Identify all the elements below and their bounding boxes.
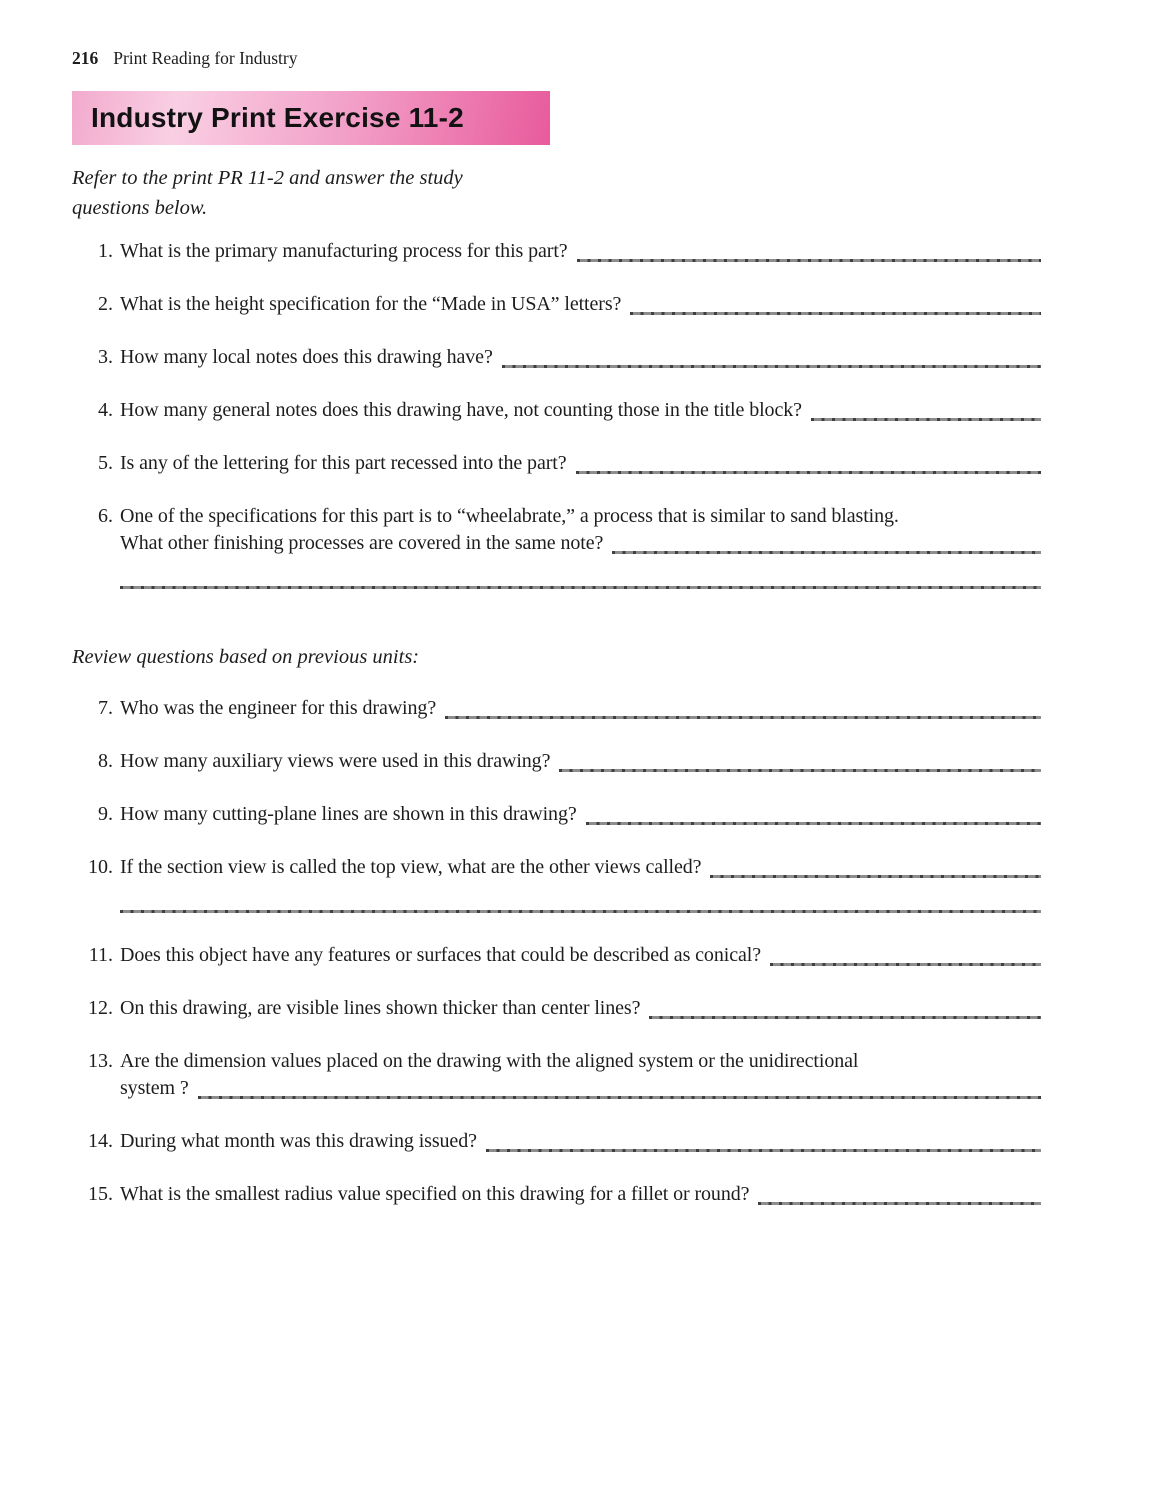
question-text: How many general notes does this drawing have, not counting those in the title block? [120, 399, 802, 421]
question-number: 14. [88, 1130, 113, 1152]
question-text: How many cutting-plane lines are shown in this drawing? [120, 803, 577, 825]
question-text: What is the smallest radius value specified on this drawing for a fillet or round? [120, 1183, 750, 1205]
answer-line [758, 1202, 1041, 1205]
question-line [120, 291, 1041, 318]
question-body [120, 1128, 1041, 1155]
question-line [120, 344, 1041, 371]
question-number: 11. [88, 944, 113, 966]
question-body [120, 995, 1041, 1022]
answer-line [770, 963, 1041, 966]
answer-line [445, 716, 1041, 719]
answer-line [612, 551, 1041, 554]
question-text: system ? [120, 1077, 189, 1099]
answer-line [576, 471, 1041, 474]
answer-line [120, 586, 1041, 589]
question-line [120, 1048, 1041, 1075]
question-number: 2. [98, 293, 113, 315]
question-item [72, 1128, 1041, 1155]
question-item [72, 238, 1041, 265]
question-text: What is the primary manufacturing process for this part? [120, 240, 568, 262]
question-item [72, 748, 1041, 775]
question-body [120, 397, 1041, 424]
question-number: 12. [88, 997, 113, 1019]
question-line [120, 1181, 1041, 1208]
question-text: What other finishing processes are covered in the same note? [120, 532, 604, 554]
question-body [120, 503, 1041, 592]
question-item [72, 942, 1041, 969]
question-number: 6. [98, 505, 113, 527]
question-body [120, 291, 1041, 318]
question-line [120, 530, 1041, 557]
question-text: Are the dimension values placed on the drawing with the aligned system or the unidirectional [120, 1050, 859, 1072]
question-number: 8. [98, 750, 113, 772]
review-note: Review questions based on previous units: [72, 646, 420, 668]
question-number: 15. [88, 1183, 113, 1205]
question-body [120, 854, 1041, 916]
intro-text: Refer to the print PR 11-2 and answer the study questions below. [72, 167, 463, 219]
question-body [120, 801, 1041, 828]
question-line [120, 503, 1041, 530]
question-number: 5. [98, 452, 113, 474]
answer-line [586, 822, 1041, 825]
banner-title: Industry Print Exercise 11-2 [91, 102, 464, 133]
question-text: How many auxiliary views were used in this drawing? [120, 750, 551, 772]
answer-line [486, 1149, 1041, 1152]
question-line [120, 1128, 1041, 1155]
question-text: If the section view is called the top view, what are the other views called? [120, 856, 702, 878]
question-item [72, 397, 1041, 424]
question-list [72, 238, 1041, 1208]
answer-line [198, 1096, 1041, 1099]
question-text: What is the height specification for the “Made in USA” letters? [120, 293, 622, 315]
question-number: 4. [98, 399, 113, 421]
question-line [120, 1075, 1041, 1102]
question-line [120, 695, 1041, 722]
question-text: One of the specifications for this part is to “wheelabrate,” a process that is similar to sand blasting. [120, 505, 899, 527]
question-body [120, 1048, 1041, 1102]
question-item [72, 503, 1041, 592]
question-line [120, 995, 1041, 1022]
question-line [120, 942, 1041, 969]
question-item [72, 801, 1041, 828]
question-text: How many local notes does this drawing have? [120, 346, 493, 368]
question-line [120, 801, 1041, 828]
question-text: On this drawing, are visible lines shown thicker than center lines? [120, 997, 641, 1019]
answer-line [559, 769, 1041, 772]
question-body [120, 942, 1041, 969]
question-number: 13. [88, 1050, 113, 1072]
question-item [72, 995, 1041, 1022]
answer-line [502, 365, 1041, 368]
question-body [120, 344, 1041, 371]
answer-line [710, 875, 1041, 878]
question-line [120, 565, 1041, 592]
question-line [120, 889, 1041, 916]
question-item [72, 854, 1041, 916]
question-body [120, 748, 1041, 775]
question-body [120, 1181, 1041, 1208]
answer-line [649, 1016, 1041, 1019]
question-body [120, 450, 1041, 477]
book-title: Print Reading for Industry [113, 48, 298, 68]
question-number: 10. [88, 856, 113, 878]
exercise-banner [72, 91, 550, 145]
question-line [120, 397, 1041, 424]
running-head [72, 48, 1041, 69]
question-line [120, 748, 1041, 775]
page-number: 216 [72, 48, 99, 68]
question-line [120, 450, 1041, 477]
question-number: 3. [98, 346, 113, 368]
answer-line [577, 259, 1041, 262]
answer-line [811, 418, 1041, 421]
question-item [72, 1181, 1041, 1208]
question-body [120, 695, 1041, 722]
question-line [120, 854, 1041, 881]
question-text: Who was the engineer for this drawing? [120, 697, 437, 719]
question-item [72, 450, 1041, 477]
question-item [72, 1048, 1041, 1102]
question-item [72, 695, 1041, 722]
question-text: During what month was this drawing issued? [120, 1130, 477, 1152]
question-item [72, 291, 1041, 318]
answer-line [630, 312, 1041, 315]
answer-line [120, 910, 1041, 913]
question-number: 7. [98, 697, 113, 719]
question-number: 1. [98, 240, 113, 262]
question-body [120, 238, 1041, 265]
question-number: 9. [98, 803, 113, 825]
question-item [72, 344, 1041, 371]
question-text: Is any of the lettering for this part recessed into the part? [120, 452, 567, 474]
question-line [120, 238, 1041, 265]
question-text: Does this object have any features or surfaces that could be described as conical? [120, 944, 761, 966]
